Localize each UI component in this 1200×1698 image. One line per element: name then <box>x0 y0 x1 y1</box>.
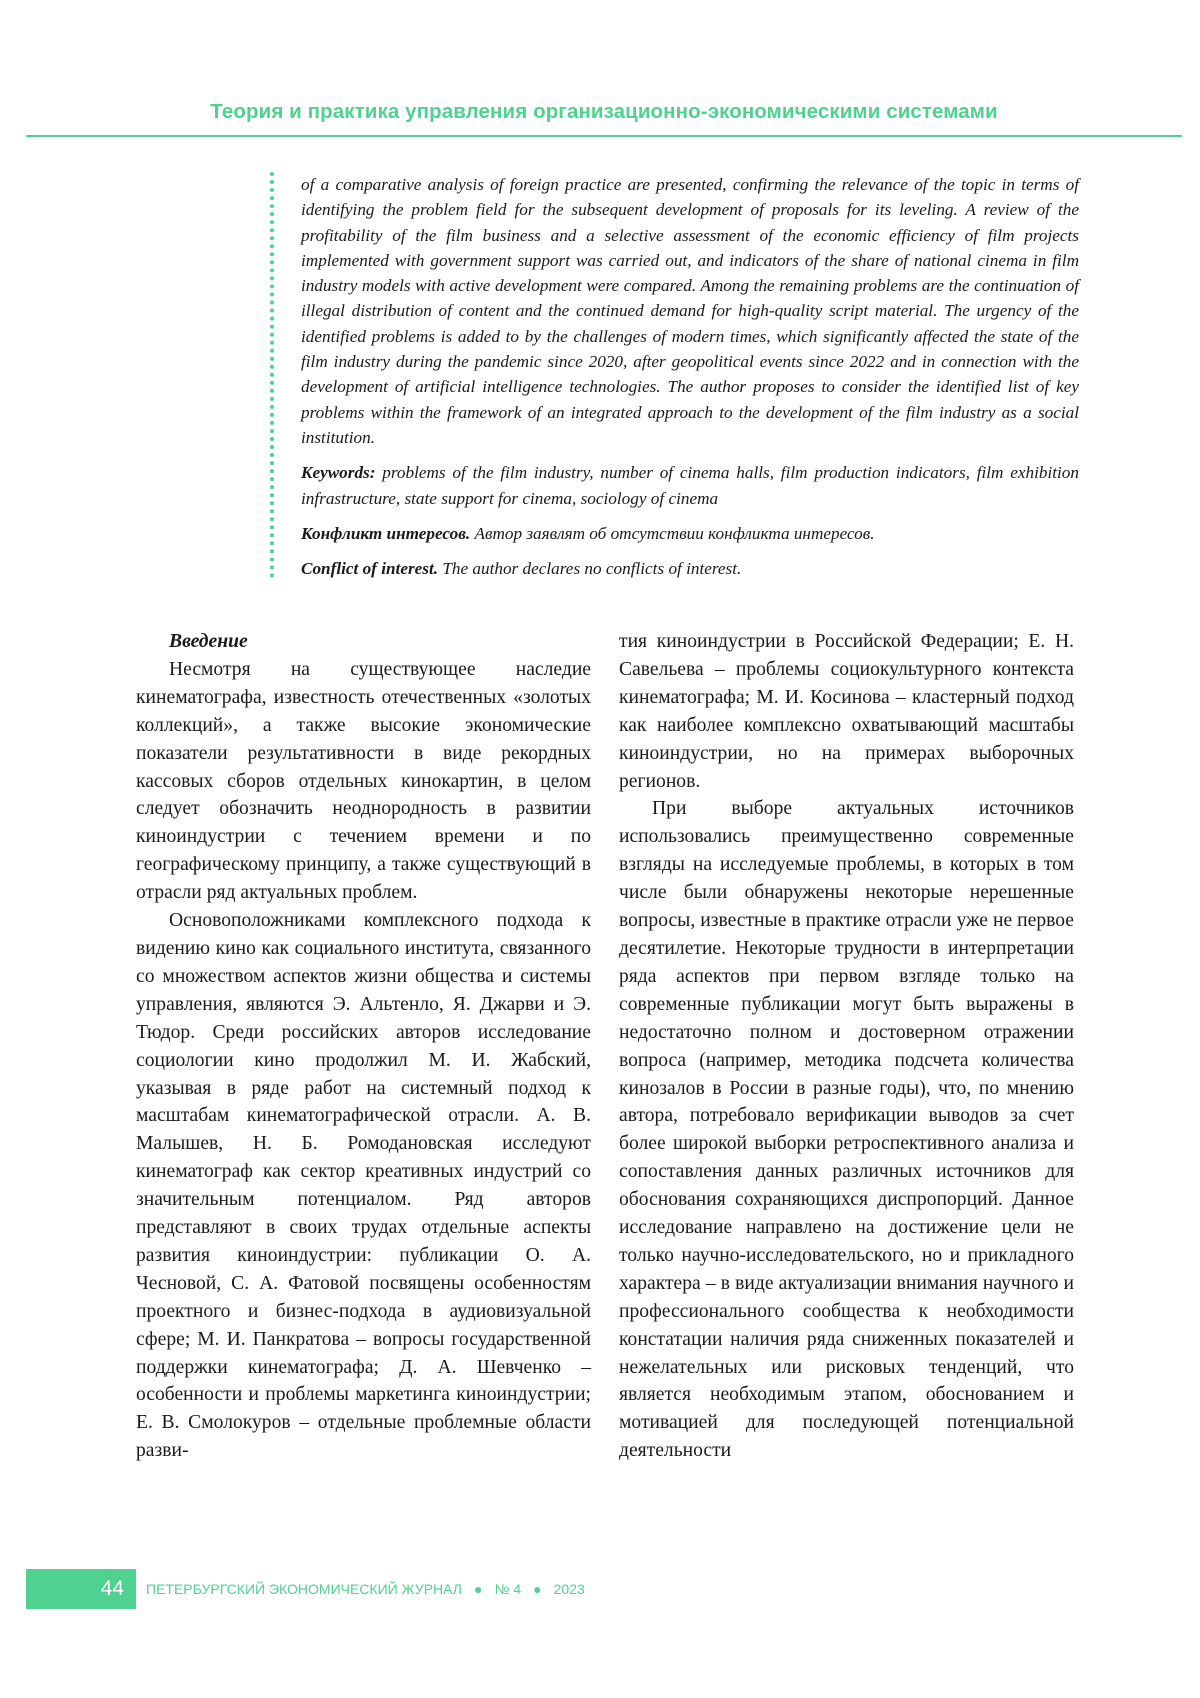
running-header-title: Теория и практика управления организационно-экономическими системами <box>210 100 998 123</box>
conflict-ru-label: Конфликт интересов. <box>301 523 471 543</box>
paragraph-right-1: тия киноиндустрии в Российской Федерации; Е. Н. Савельева – проблемы социокультурного контекста кинематографа; М. И. Косинова – кластерный подход как наиболее комплексно охватывающий масштабы киноиндустрии, но на примерах выборочных регионов. <box>619 631 1074 792</box>
paragraph-left-2: Основоположниками комплексного подхода к видению кино как социального института, связанного со множеством аспектов жизни общества и системы управления, являются Э. Альтенло, Я. Джарви и Э. Тюдор. Среди российских авторов исследование социологии кино продолжил М. И. Жабский, указывая в ряде работ на системный подход к масштабам кинематографической отрасли. А. В. Малышев, Н. Б. Ромодановская исследуют кинематограф как сектор креативных индустрий со значительным потенциалом. Ряд авторов представляют в своих трудах отдельные аспекты развития киноиндустрии: публикации О. А. Чесновой, С. А. Фатовой посвящены особенностям проектного и бизнес-подхода в аудиовизуальной сфере; М. И. Панкратова – вопросы государственной поддержки кинематографа; Д. А. Шевченко – особенности и проблемы маркетинга киноиндустрии; Е. В. Смолокуров – отдельные проблемные области разви- <box>136 910 591 1462</box>
paragraph-left-1: Несмотря на существующее наследие кинематографа, известность отечественных «золотых коллекций», а также высокие экономические показатели результативности в виде рекордных кассовых сборов отдельных кинокартин, в целом следует обозначить неоднородность в развитии киноиндустрии с течением времени и по географическому принципу, а также существующий в отрасли ряд актуальных проблем. <box>136 658 591 904</box>
conflict-en-text: The author declares no conflicts of interest. <box>438 559 742 579</box>
issue-number: № 4 <box>494 1581 522 1597</box>
conflict-en-label: Conflict of interest. <box>301 559 439 579</box>
abstract-text: of a comparative analysis of foreign practice are presented, confirming the relevance of the topic in terms of identifying the problem field for the subsequent development of proposals for its leveling. A review of the profitability of the film business and a selective assessment of the economic efficiency of film projects implemented with government support was carried out, and indicators of the share of national cinema in film industry models with active development were compared. Among the remaining problems are the continuation of illegal distribution of content and the continued demand for high-quality script material. The urgency of the identified problems is added to by the challenges of modern times, which significantly affected the state of the film industry during the pandemic since 2020, after geopolitical events since 2022 and in connection with the development of artificial intelligence technologies. The author proposes to consider the identified list of key problems within the framework of an integrated approach to the development of the film industry as a social institution. <box>301 175 1079 447</box>
keywords-text: problems of the film industry, number of cinema halls, film production indicators, film exhibition infrastructure, state support for cinema, sociology of cinema <box>301 463 1079 508</box>
publication-year: 2023 <box>553 1581 585 1597</box>
conflict-ru-text: Автор заявлят об отсутствии конфликта интересов. <box>470 523 875 543</box>
page-number: 44 <box>100 1577 124 1600</box>
header-divider <box>26 135 1182 137</box>
conflict-en-line <box>301 556 1079 581</box>
keywords-line <box>301 460 1079 511</box>
journal-name: ПЕТЕРБУРГСКИЙ ЭКОНОМИЧЕСКИЙ ЖУРНАЛ <box>146 1581 462 1597</box>
section-heading-introduction: Введение <box>169 631 248 652</box>
separator-dot-icon: ● <box>474 1581 483 1597</box>
abstract-dotted-rule <box>270 172 274 578</box>
abstract-block <box>301 172 1079 581</box>
body-column-right <box>619 628 1074 1465</box>
body-column-left <box>136 628 591 1465</box>
keywords-label: Keywords: <box>301 463 376 483</box>
footer-journal-info <box>146 1569 585 1609</box>
paragraph-right-2: При выборе актуальных источников использовались преимущественно современные взгляды на исследуемые проблемы, в которых в том числе были обнаружены некоторые нерешенные вопросы, известные в практике отрасли уже не первое десятилетие. Некоторые трудности в интерпретации ряда аспектов при первом взгляде только на современные публикации могут быть выражены в недостаточно полном и достоверном отражении вопроса (например, методика подсчета количества кинозалов в России в разные годы), что, по мнению автора, потребовало верификации выводов за счет более широкой выборки ретроспективного анализа и сопоставления данных различных источников для обоснования сохраняющихся диспропорций. Данное исследование направлено на достижение цели не только научно-исследовательского, но и прикладного характера – в виде актуализации внимания научного и профессионального сообщества к необходимости констатации наличия ряда сниженных показателей и нежелательных или рисковых тенденций, что является необходимым этапом, обоснованием и мотивацией для последующей потенциальной деятельности <box>619 798 1074 1462</box>
separator-dot-icon: ● <box>533 1581 542 1597</box>
conflict-ru-line <box>301 521 1079 546</box>
